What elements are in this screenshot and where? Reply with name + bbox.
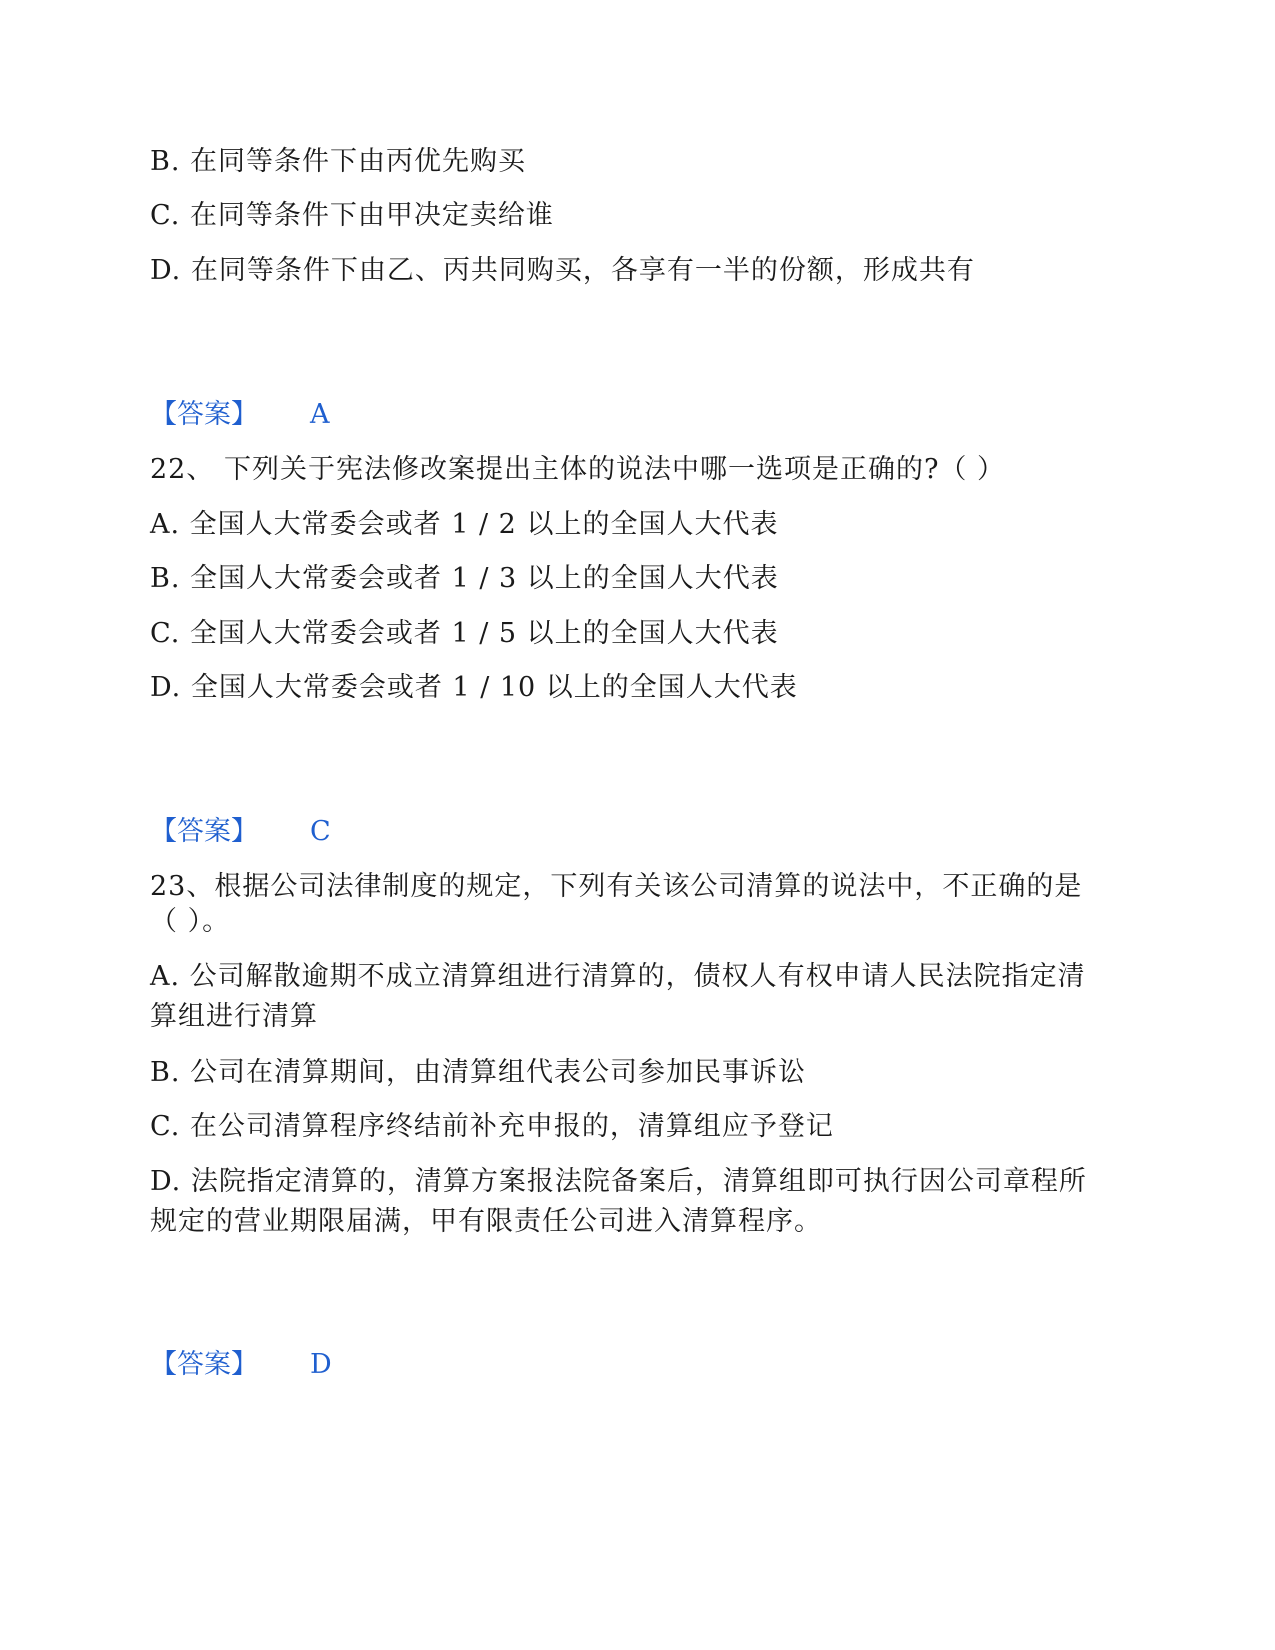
answer-value: C [310,816,331,847]
q23-option-c: C. 在公司清算程序终结前补充申报的，清算组应予登记 [150,1111,834,1142]
q23-option-a-line1: A. 公司解散逾期不成立清算组进行清算的，债权人有权申请人民法院指定清 [150,961,1086,992]
q23-question-line2: （ ）。 [150,906,231,937]
q23-option-b: B. 公司在清算期间，由清算组代表公司参加民事诉讼 [150,1057,807,1088]
answer-value: D [310,1349,332,1380]
answer-value: A [310,399,330,430]
answer-label: 【答案】 [150,816,258,847]
q22-option-b: B. 全国人大常委会或者 1 / 3 以上的全国人大代表 [150,563,779,594]
answer-label: 【答案】 [150,399,258,430]
answer-label: 【答案】 [150,1349,258,1380]
q21-answer [150,398,330,432]
q23-answer [150,1348,332,1382]
q23-question-line1: 23、根据公司法律制度的规定，下列有关该公司清算的说法中，不正确的是 [150,871,1083,902]
q23-option-d-line1: D. 法院指定清算的，清算方案报法院备案后，清算组即可执行因公司章程所 [150,1166,1087,1197]
q22-option-d: D. 全国人大常委会或者 1 / 10 以上的全国人大代表 [150,672,798,703]
q22-option-a: A. 全国人大常委会或者 1 / 2 以上的全国人大代表 [150,509,779,540]
q21-option-b: B. 在同等条件下由丙优先购买 [150,146,527,177]
q21-option-c: C. 在同等条件下由甲决定卖给谁 [150,200,554,231]
q22-option-c: C. 全国人大常委会或者 1 / 5 以上的全国人大代表 [150,618,779,649]
q22-question: 22、 下列关于宪法修改案提出主体的说法中哪一选项是正确的?（ ） [150,454,1005,485]
q23-option-d-line2: 规定的营业期限届满，甲有限责任公司进入清算程序。 [150,1206,822,1237]
q22-answer [150,815,331,849]
q21-option-d: D. 在同等条件下由乙、丙共同购买，各享有一半的份额，形成共有 [150,255,975,286]
q23-option-a-line2: 算组进行清算 [150,1001,318,1032]
